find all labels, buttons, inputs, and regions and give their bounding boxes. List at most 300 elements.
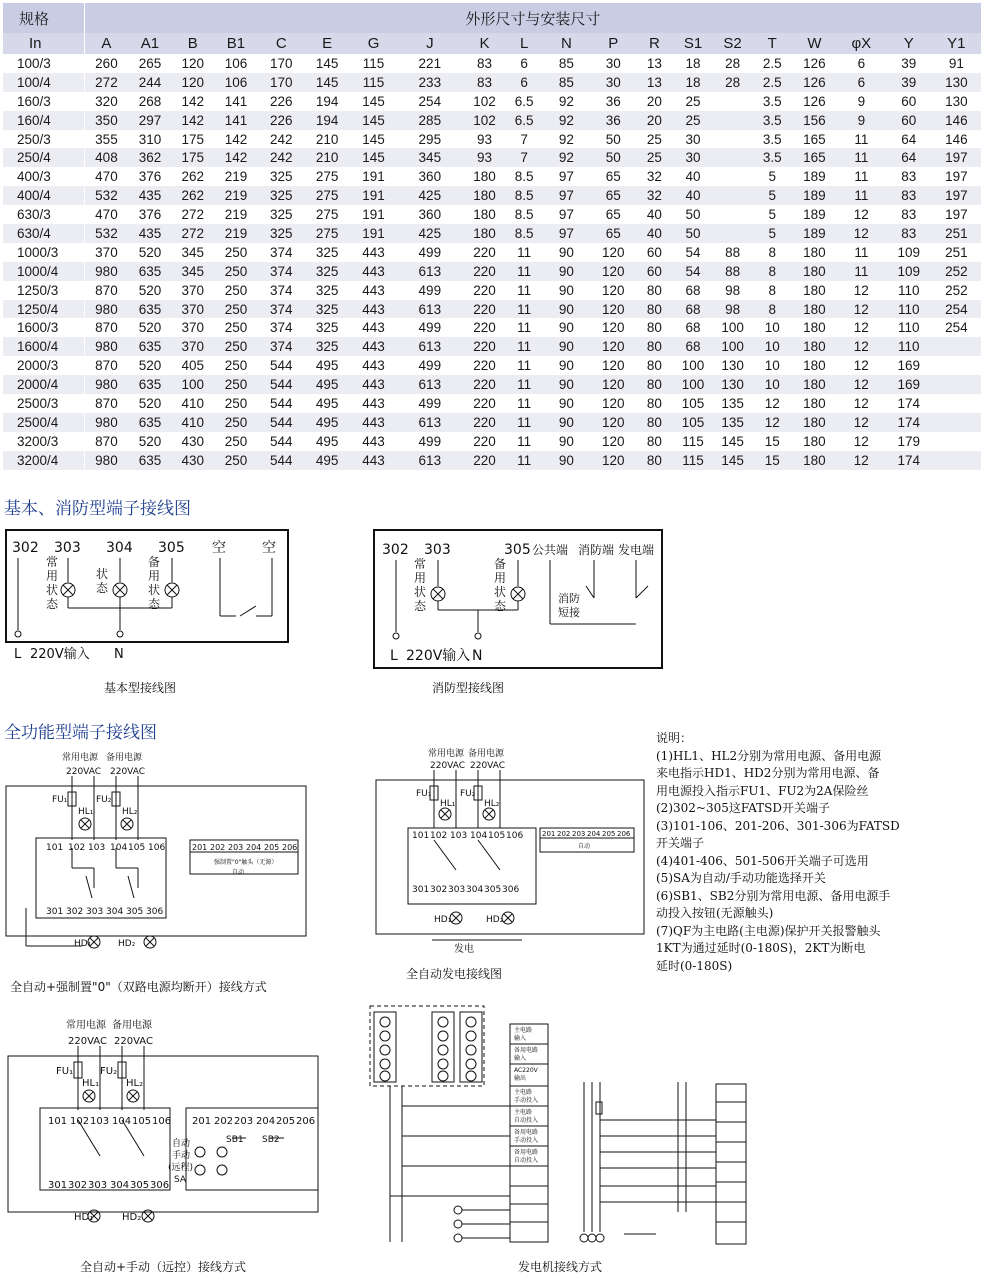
table-cell: 50 — [591, 148, 636, 167]
table-cell: 9 — [837, 92, 886, 111]
table-cell — [713, 167, 753, 186]
table-cell: 272 — [84, 73, 128, 92]
table-cell: 262 — [172, 186, 214, 205]
table-cell: 197 — [932, 148, 981, 167]
c-t104: 104 — [112, 1116, 132, 1127]
table-cell: 250 — [214, 281, 259, 300]
table-cell: 36 — [591, 111, 636, 130]
table-column-row — [3, 33, 981, 54]
a-t302: 302 — [66, 907, 84, 917]
table-cell: 520 — [128, 281, 172, 300]
a-vac-2: 220VAC — [110, 767, 146, 777]
b-t203: 203 — [572, 830, 586, 838]
table-cell: 345 — [172, 262, 214, 281]
c-sb2: SB2 — [262, 1135, 280, 1145]
table-cell: 219 — [214, 224, 259, 243]
b-t105: 105 — [488, 831, 506, 841]
table-cell: 443 — [350, 451, 397, 470]
table-cell — [713, 130, 753, 149]
table-cell: 85 — [542, 54, 591, 73]
table-column-header: G — [350, 33, 397, 54]
table-cell: 374 — [258, 337, 304, 356]
table-cell: 443 — [350, 262, 397, 281]
table-cell: 635 — [128, 413, 172, 432]
table-cell: 250 — [214, 300, 259, 319]
table-cell: 12 — [837, 356, 886, 375]
table-cell: 6 — [837, 73, 886, 92]
table-row — [3, 148, 981, 167]
table-cell: 635 — [128, 375, 172, 394]
table-cell: 250 — [214, 243, 259, 262]
table-cell: 39 — [886, 73, 932, 92]
table-row — [3, 262, 981, 281]
table-cell: 226 — [258, 92, 304, 111]
a-vac-1: 220VAC — [66, 767, 102, 777]
force-zero-caption: 全自动+强制置"0"（双路电源均断开）接线方式 — [10, 980, 267, 994]
table-row — [3, 111, 981, 130]
gen-panel-label-3: AC220V 输出 — [514, 1067, 538, 1082]
table-cell: 250/4 — [3, 148, 84, 167]
table-cell: 142 — [214, 148, 259, 167]
table-cell: 83 — [886, 205, 932, 224]
table-cell: 980 — [84, 451, 128, 470]
table-cell: 250/3 — [3, 130, 84, 149]
notes-line: 动投入按钮(无源触头) — [656, 906, 774, 920]
table-cell: 254 — [932, 300, 981, 319]
table-cell: 145 — [350, 92, 397, 111]
table-cell: 360 — [397, 205, 463, 224]
table-column-header: P — [591, 33, 636, 54]
table-cell: 1600/3 — [3, 318, 84, 337]
b-hd2: HD₂ — [486, 915, 504, 925]
table-cell: 613 — [397, 337, 463, 356]
a-normal-power: 常用电源 — [62, 753, 99, 763]
notes-line: 用电源投入指示FU1、FU2为2A保险丝 — [656, 783, 869, 798]
table-cell: 297 — [128, 111, 172, 130]
table-cell: 443 — [350, 432, 397, 451]
table-cell: 233 — [397, 73, 463, 92]
force-zero-wiring-diagram — [0, 748, 320, 968]
table-header-row — [3, 3, 981, 33]
table-cell: 120 — [591, 243, 636, 262]
table-cell: 10 — [752, 318, 792, 337]
table-cell: 219 — [214, 205, 259, 224]
table-cell: 90 — [542, 375, 591, 394]
table-cell: 85 — [542, 73, 591, 92]
table-cell: 2.5 — [752, 54, 792, 73]
basic-terminal-305: 305 — [158, 540, 185, 556]
gen-panel-label-1: 主电路输入 — [514, 1027, 533, 1042]
table-cell: 405 — [172, 356, 214, 375]
table-cell: 180 — [463, 224, 507, 243]
table-cell: 376 — [128, 205, 172, 224]
table-cell: 8.5 — [506, 205, 541, 224]
table-cell: 325 — [258, 186, 304, 205]
basic-wiring-diagram — [0, 528, 340, 668]
table-cell: 25 — [636, 148, 674, 167]
table-cell: 191 — [350, 224, 397, 243]
table-cell: 90 — [542, 356, 591, 375]
table-row — [3, 92, 981, 111]
b-gen-label: 发电 — [454, 944, 474, 955]
table-cell: 83 — [886, 186, 932, 205]
table-cell: 83 — [886, 224, 932, 243]
table-cell: 175 — [172, 130, 214, 149]
a-t304: 304 — [106, 907, 124, 917]
b-t302: 302 — [430, 885, 448, 895]
b-t305: 305 — [484, 885, 502, 895]
table-column-header: N — [542, 33, 591, 54]
table-cell: 12 — [752, 413, 792, 432]
table-cell: 870 — [84, 356, 128, 375]
table-cell: 92 — [542, 148, 591, 167]
b-t201: 201 — [542, 830, 556, 838]
table-cell: 145 — [304, 73, 350, 92]
c-t204: 204 — [256, 1116, 276, 1127]
table-cell: 250 — [214, 451, 259, 470]
table-row — [3, 281, 981, 300]
table-cell: 980 — [84, 262, 128, 281]
gen-panel-label-2: 备用电路输入 — [514, 1047, 539, 1062]
table-cell: 6 — [837, 54, 886, 73]
a-t203: 203 — [228, 843, 244, 852]
table-cell: 100/3 — [3, 54, 84, 73]
table-cell: 189 — [792, 167, 837, 186]
a-t101: 101 — [46, 843, 64, 853]
table-row — [3, 451, 981, 470]
table-cell: 635 — [128, 337, 172, 356]
a-hd1: HD₁ — [74, 939, 92, 949]
table-cell: 130 — [713, 375, 753, 394]
c-sa-label: SA — [174, 1175, 187, 1185]
table-cell: 126 — [792, 54, 837, 73]
table-cell: 275 — [304, 205, 350, 224]
table-cell: 80 — [636, 337, 674, 356]
table-cell: 13 — [636, 73, 674, 92]
table-cell — [932, 394, 981, 413]
table-cell: 189 — [792, 205, 837, 224]
table-cell: 254 — [397, 92, 463, 111]
fire-lamp-label-backup: 备用状态 — [494, 557, 507, 613]
table-cell: 613 — [397, 413, 463, 432]
fire-short-label: 消防短接 — [558, 592, 580, 619]
table-cell: 65 — [591, 205, 636, 224]
table-cell: 520 — [128, 243, 172, 262]
table-cell: 146 — [932, 111, 981, 130]
table-cell: 544 — [258, 413, 304, 432]
table-column-header: Y — [886, 33, 932, 54]
table-cell: 120 — [591, 432, 636, 451]
table-cell: 65 — [591, 186, 636, 205]
table-cell — [713, 186, 753, 205]
table-cell: 25 — [636, 130, 674, 149]
table-cell: 3.5 — [752, 92, 792, 111]
table-row — [3, 337, 981, 356]
a-hl2: HL₂ — [122, 807, 138, 817]
table-cell: 18 — [673, 54, 713, 73]
table-column-header: J — [397, 33, 463, 54]
table-cell: 145 — [350, 111, 397, 130]
table-cell: 180 — [792, 451, 837, 470]
table-column-header: R — [636, 33, 674, 54]
table-cell: 635 — [128, 451, 172, 470]
table-cell: 64 — [886, 130, 932, 149]
table-cell: 109 — [886, 243, 932, 262]
table-cell: 2500/3 — [3, 394, 84, 413]
table-cell: 65 — [591, 167, 636, 186]
table-cell: 350 — [84, 111, 128, 130]
table-cell: 11 — [837, 167, 886, 186]
b-t202: 202 — [557, 830, 571, 838]
basic-lamp-label-backup: 备用状态 — [148, 555, 161, 611]
table-cell: 1250/3 — [3, 281, 84, 300]
table-cell: 325 — [304, 318, 350, 337]
table-cell: 980 — [84, 375, 128, 394]
table-cell: 495 — [304, 356, 350, 375]
a-t104: 104 — [110, 843, 128, 853]
table-cell: 120 — [591, 300, 636, 319]
table-column-header: A — [84, 33, 128, 54]
a-t106: 106 — [148, 843, 166, 853]
table-cell: 3200/3 — [3, 432, 84, 451]
table-cell: 8.5 — [506, 186, 541, 205]
table-cell: 60 — [636, 243, 674, 262]
b-t301: 301 — [412, 885, 430, 895]
table-cell: 443 — [350, 413, 397, 432]
table-cell: 40 — [636, 224, 674, 243]
table-cell: 12 — [837, 224, 886, 243]
table-cell: 11 — [506, 356, 541, 375]
table-row — [3, 432, 981, 451]
table-cell: 68 — [673, 318, 713, 337]
table-row — [3, 54, 981, 73]
table-cell: 88 — [713, 262, 753, 281]
table-cell: 100 — [713, 337, 753, 356]
a-fu1: FU₁ — [52, 795, 68, 805]
table-cell: 90 — [542, 300, 591, 319]
table-cell: 272 — [172, 205, 214, 224]
c-t304: 304 — [110, 1180, 130, 1191]
table-cell: 2.5 — [752, 73, 792, 92]
table-cell: 80 — [636, 356, 674, 375]
table-cell: 265 — [128, 54, 172, 73]
table-cell: 191 — [350, 205, 397, 224]
c-t103: 103 — [90, 1116, 110, 1127]
notes-block — [656, 730, 986, 975]
a-t206: 206 — [282, 843, 298, 852]
table-cell: 80 — [636, 300, 674, 319]
table-cell: 268 — [128, 92, 172, 111]
basic-caption: 基本型接线图 — [104, 681, 177, 695]
notes-line: (7)QF为主电路(主电源)保护开关报警触头 — [656, 923, 881, 938]
table-cell: 68 — [673, 300, 713, 319]
table-cell: 100 — [172, 375, 214, 394]
table-cell: 160/4 — [3, 111, 84, 130]
notes-line: 延时(0-180S) — [656, 958, 733, 973]
basic-supply-text: 220V输入 — [30, 647, 90, 662]
table-cell: 870 — [84, 318, 128, 337]
table-cell: 443 — [350, 394, 397, 413]
table-cell: 39 — [886, 54, 932, 73]
table-cell: 120 — [172, 73, 214, 92]
basic-lamp-label-normal: 常用状态 — [46, 555, 59, 611]
table-cell: 11 — [506, 451, 541, 470]
table-cell: 110 — [886, 281, 932, 300]
table-cell: 91 — [932, 54, 981, 73]
table-cell: 115 — [673, 451, 713, 470]
notes-line: (3)101-106、201-206、301-306为FATSD — [656, 818, 900, 833]
table-cell: 83 — [463, 73, 507, 92]
table-cell: 7 — [506, 148, 541, 167]
table-cell — [932, 337, 981, 356]
c-t201: 201 — [192, 1116, 212, 1127]
table-cell: 40 — [673, 186, 713, 205]
table-cell: 12 — [837, 205, 886, 224]
table-cell: 520 — [128, 318, 172, 337]
table-cell: 613 — [397, 375, 463, 394]
table-cell: 870 — [84, 432, 128, 451]
notes-line: (1)HL1、HL2分别为常用电源、备用电源 — [656, 748, 882, 763]
notes-line: (5)SA为自动/手动功能选择开关 — [656, 871, 826, 885]
table-cell: 175 — [172, 148, 214, 167]
table-cell: 40 — [636, 205, 674, 224]
table-cell: 220 — [463, 318, 507, 337]
table-row — [3, 318, 981, 337]
table-cell: 191 — [350, 167, 397, 186]
b-vac-2: 220VAC — [470, 761, 506, 771]
gen-panel-label-5: 主电路自动投入 — [514, 1109, 539, 1124]
table-cell: 142 — [172, 92, 214, 111]
table-cell: 135 — [713, 394, 753, 413]
table-cell — [713, 111, 753, 130]
table-cell: 210 — [304, 148, 350, 167]
table-cell: 169 — [886, 375, 932, 394]
c-t205: 205 — [276, 1116, 296, 1127]
table-cell: 30 — [673, 148, 713, 167]
table-cell: 160/3 — [3, 92, 84, 111]
c-hl2: HL₂ — [126, 1078, 144, 1089]
table-cell: 197 — [932, 167, 981, 186]
table-header-title: 外形尺寸与安装尺寸 — [84, 3, 981, 33]
table-cell: 20 — [636, 111, 674, 130]
table-cell: 120 — [591, 318, 636, 337]
table-cell: 11 — [506, 394, 541, 413]
table-cell: 54 — [673, 243, 713, 262]
c-t106: 106 — [152, 1116, 172, 1127]
table-cell: 520 — [128, 356, 172, 375]
table-row — [3, 356, 981, 375]
table-cell: 430 — [172, 432, 214, 451]
table-cell: 410 — [172, 413, 214, 432]
b-t204: 204 — [587, 830, 601, 838]
table-cell: 275 — [304, 167, 350, 186]
table-cell: 3.5 — [752, 148, 792, 167]
spec-table — [3, 3, 981, 470]
table-row — [3, 73, 981, 92]
fire-supply-L: L — [390, 648, 398, 664]
table-cell: 189 — [792, 186, 837, 205]
table-cell: 242 — [258, 148, 304, 167]
table-cell: 80 — [636, 451, 674, 470]
b-normal-power: 常用电源 — [428, 749, 465, 759]
table-cell: 120 — [591, 337, 636, 356]
table-cell: 980 — [84, 300, 128, 319]
fire-wiring-diagram — [372, 528, 672, 668]
table-cell: 64 — [886, 148, 932, 167]
table-cell: 120 — [591, 262, 636, 281]
table-cell: 226 — [258, 111, 304, 130]
table-cell: 191 — [350, 186, 397, 205]
table-row — [3, 394, 981, 413]
table-cell: 60 — [636, 262, 674, 281]
table-cell: 250 — [214, 262, 259, 281]
a-t105: 105 — [128, 843, 146, 853]
table-cell: 5 — [752, 205, 792, 224]
b-t205: 205 — [602, 830, 616, 838]
table-cell: 630/4 — [3, 224, 84, 243]
table-cell: 98 — [713, 281, 753, 300]
table-cell: 6 — [506, 54, 541, 73]
table-cell: 115 — [350, 73, 397, 92]
table-column-header: A1 — [128, 33, 172, 54]
table-cell: 50 — [591, 130, 636, 149]
table-cell: 142 — [172, 111, 214, 130]
table-cell: 68 — [673, 337, 713, 356]
table-cell: 11 — [506, 300, 541, 319]
table-cell: 544 — [258, 451, 304, 470]
manual-wiring-diagram — [0, 1016, 330, 1238]
table-row — [3, 413, 981, 432]
notes-line: 开关端子 — [656, 836, 705, 850]
table-cell: 109 — [886, 262, 932, 281]
table-cell: 180 — [792, 281, 837, 300]
c-normal-power: 常用电源 — [66, 1020, 106, 1031]
fire-caption: 消防型接线图 — [432, 681, 505, 695]
table-column-header: L — [506, 33, 541, 54]
table-cell — [932, 356, 981, 375]
table-cell: 197 — [932, 186, 981, 205]
table-column-header: B — [172, 33, 214, 54]
table-cell: 80 — [636, 318, 674, 337]
table-cell: 88 — [713, 243, 753, 262]
table-cell: 250 — [214, 375, 259, 394]
table-cell: 374 — [258, 300, 304, 319]
table-cell: 370 — [172, 300, 214, 319]
table-cell: 210 — [304, 130, 350, 149]
table-column-header: φX — [837, 33, 886, 54]
table-cell: 92 — [542, 92, 591, 111]
table-cell: 180 — [792, 300, 837, 319]
table-cell: 613 — [397, 300, 463, 319]
table-cell: 8 — [752, 243, 792, 262]
table-cell: 11 — [506, 432, 541, 451]
notes-line: (6)SB1、SB2分别为常用电源、备用电源手 — [656, 888, 891, 903]
table-cell: 120 — [591, 281, 636, 300]
table-cell: 180 — [792, 337, 837, 356]
table-cell: 400/3 — [3, 167, 84, 186]
table-cell: 15 — [752, 432, 792, 451]
table-cell: 156 — [792, 111, 837, 130]
a-t301: 301 — [46, 907, 64, 917]
table-cell: 12 — [837, 375, 886, 394]
table-cell: 174 — [886, 451, 932, 470]
table-cell: 544 — [258, 432, 304, 451]
table-cell: 5 — [752, 224, 792, 243]
a-backup-power: 备用电源 — [106, 753, 143, 763]
table-cell: 370 — [84, 243, 128, 262]
table-cell: 15 — [752, 451, 792, 470]
table-cell: 1600/4 — [3, 337, 84, 356]
